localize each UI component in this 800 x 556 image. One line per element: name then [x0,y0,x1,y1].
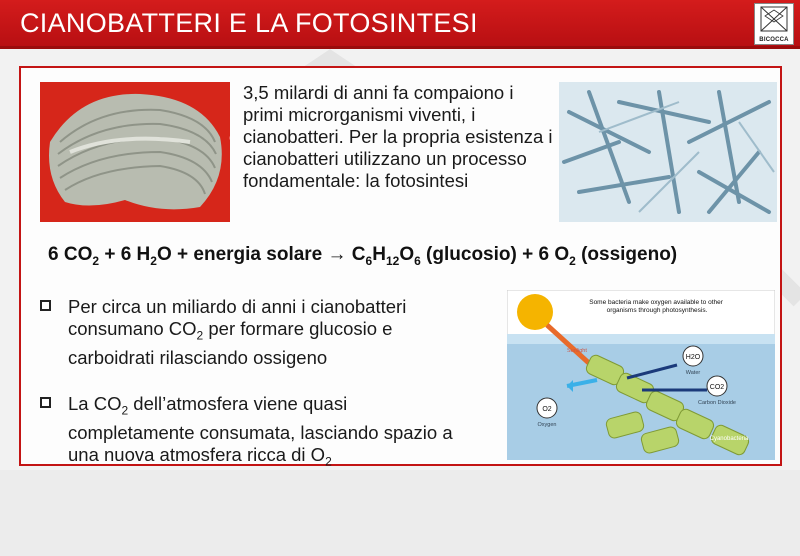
bullet-text [40,296,460,369]
bullet-sub: 2 [121,403,129,418]
eq-part: H [372,244,386,265]
water-label: Water [685,370,701,376]
diagram-caption: Some bacteria make oxygen available to other organisms through photosynthesis. [589,299,723,314]
intro-paragraph: 3,5 milardi di anni fa compaiono i primi microrganismi viventi, i cianobatteri. Per la propria esistenza i cianobatteri utilizzano un processo fondamentale: la fotosintesi [243,82,553,191]
eq-part: 6 CO [48,244,93,265]
seal-icon [755,4,793,34]
checkbox-bullet-icon [40,300,51,311]
eq-sub: 12 [385,253,400,268]
bullet-item [40,393,460,472]
eq-sub: 2 [92,253,100,268]
stromatolite-photo [40,82,230,222]
sunlight-label: Sunlight [567,348,587,354]
university-logo [754,3,794,45]
footer-area [0,470,800,556]
logo-text: BICOCCA [759,37,789,43]
eq-part: + 6 H [99,244,151,265]
eq-part: O + energia solare → C [156,244,366,265]
co2-label: CO2 [709,384,725,391]
photosynthesis-diagram [507,290,775,460]
oxygen-label: Oxygen [537,422,557,428]
bullet-segment: La CO [68,393,122,414]
bullet-sub: 2 [196,328,204,343]
bullet-segment: per formare glucosio e carboidrati rilasciando ossigeno [68,318,393,368]
bullet-segment: Per circa un miliardo di anni i cianobatteri consumano CO [68,296,407,339]
eq-sub: 6 [365,253,373,268]
eq-sub: 6 [414,253,421,268]
photosynthesis-equation [48,244,788,268]
eq-part: (glucosio) + 6 O [420,244,570,265]
o2-label: O2 [542,406,552,413]
bullet-segment: dell’atmosfera viene quasi completamente consumata, lasciando spazio a una nuova atmosfera ricca di O [68,393,453,465]
eq-part: (ossigeno) [575,244,678,265]
bullet-sub: 2 [325,454,332,469]
eq-part: O [399,244,415,265]
bullet-item [40,296,460,369]
checkbox-bullet-icon [40,397,51,408]
eq-sub: 2 [150,253,157,268]
cyanobacteria-micrograph [559,82,777,222]
carbon-dioxide-label: Carbon Dioxide [698,400,736,406]
bullet-text [40,393,460,472]
title-bar [0,0,800,49]
cyanobacteria-label: Cyanobacteria [709,436,749,442]
page-title: CIANOBATTERI E LA FOTOSINTESI [20,8,478,38]
h2o-label: H2O [685,354,701,361]
eq-sub: 2 [569,253,576,268]
